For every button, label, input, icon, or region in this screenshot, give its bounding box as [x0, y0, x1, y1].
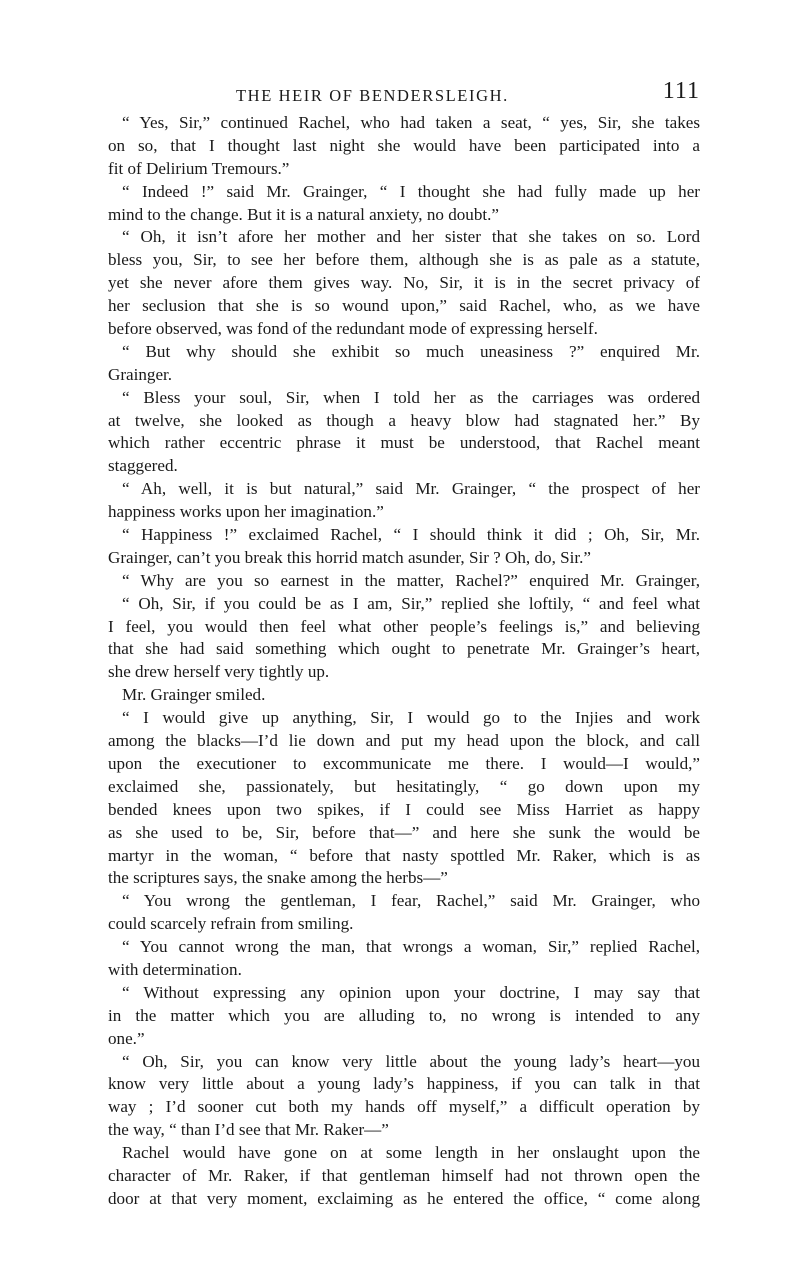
- page-number: 111: [662, 78, 700, 104]
- text-line: door at that very moment, exclaiming as he entered the office, “ come along: [108, 1188, 700, 1208]
- text-line: Rachel would have gone on at some length in her onslaught upon the: [122, 1143, 700, 1163]
- text-line: Grainger.: [108, 364, 173, 384]
- text-line: “ But why should she exhibit so much uneasiness ?” enquired Mr.: [122, 341, 700, 361]
- book-page: [108, 78, 700, 1211]
- running-head: [108, 78, 700, 112]
- text-line: exclaimed she, passionately, but hesitatingly, “ go down upon my: [108, 776, 700, 796]
- text-line: mind to the change. But it is a natural anxiety, no doubt.”: [108, 204, 500, 224]
- text-line: with determination.: [108, 959, 242, 979]
- text-line: way ; I’d sooner cut both my hands off myself,” a difficult operation by: [108, 1097, 700, 1117]
- text-line: one.”: [108, 1028, 145, 1048]
- text-line: the scriptures says, the snake among the herbs—”: [108, 868, 448, 888]
- text-line: as she used to be, Sir, before that—” and here she sunk the would be: [108, 822, 700, 842]
- text-line: fit of Delirium Tremours.”: [108, 158, 290, 178]
- text-line: bless you, Sir, to see her before them, although she is as pale as a statute,: [108, 250, 700, 270]
- text-line: “ You wrong the gentleman, I fear, Rachel,” said Mr. Grainger, who: [122, 891, 700, 911]
- text-line: staggered.: [108, 456, 178, 476]
- text-line: “ Bless your soul, Sir, when I told her as the carriages was ordered: [122, 387, 700, 407]
- text-line: “ Happiness !” exclaimed Rachel, “ I should think it did ; Oh, Sir, Mr.: [122, 525, 700, 545]
- text-line: happiness works upon her imagination.”: [108, 502, 384, 522]
- body-text: [108, 112, 700, 1211]
- text-line: on so, that I thought last night she would have been participated into a: [108, 135, 700, 155]
- text-line: “ Oh, Sir, if you could be as I am, Sir,” replied she loftily, “ and feel what: [122, 593, 700, 613]
- text-line: “ Why are you so earnest in the matter, Rachel?” enquired Mr. Grainger,: [122, 570, 700, 590]
- text-line: “ Yes, Sir,” continued Rachel, who had taken a seat, “ yes, Sir, she takes: [122, 113, 700, 132]
- text-line: “ You cannot wrong the man, that wrongs a woman, Sir,” replied Rachel,: [122, 937, 700, 957]
- text-line: in the matter which you are alluding to, no wrong is intended to any: [108, 1005, 700, 1025]
- text-line: she drew herself very tightly up.: [108, 662, 330, 682]
- text-line: which rather eccentric phrase it must be understood, that Rachel meant: [108, 433, 700, 453]
- text-line: before observed, was fond of the redundant mode of expressing herself.: [108, 319, 598, 339]
- text-line: “ I would give up anything, Sir, I would go to the Injies and work: [122, 708, 700, 728]
- text-line: “ Without expressing any opinion upon your doctrine, I may say that: [122, 982, 700, 1002]
- text-line: the way, “ than I’d see that Mr. Raker—”: [108, 1120, 389, 1140]
- text-line: Grainger, can’t you break this horrid match asunder, Sir ? Oh, do, Sir.”: [108, 547, 591, 567]
- text-line: “ Ah, well, it is but natural,” said Mr. Grainger, “ the prospect of her: [122, 479, 700, 499]
- text-line: yet she never afore them gives way. No, Sir, it is in the secret privacy of: [108, 273, 700, 293]
- text-line: character of Mr. Raker, if that gentleman himself had not thrown open the: [108, 1165, 700, 1185]
- text-line: her seclusion that she is so wound upon,” said Rachel, who, as we have: [108, 296, 700, 316]
- text-line: could scarcely refrain from smiling.: [108, 914, 354, 934]
- text-line: that she had said something which ought to penetrate Mr. Grainger’s heart,: [108, 639, 700, 659]
- text-line: I feel, you would then feel what other people’s feelings is,” and believing: [108, 616, 700, 636]
- text-line: upon the executioner to excommunicate me there. I would—I would,”: [108, 753, 700, 773]
- running-title: THE HEIR OF BENDERSLEIGH.: [236, 86, 509, 105]
- text-line: among the blacks—I’d lie down and put my head upon the block, and call: [108, 731, 700, 751]
- text-line: bended knees upon two spikes, if I could see Miss Harriet as happy: [108, 799, 700, 819]
- text-line: “ Indeed !” said Mr. Grainger, “ I thought she had fully made up her: [122, 181, 700, 201]
- text-line: martyr in the woman, “ before that nasty spottled Mr. Raker, which is as: [108, 845, 700, 865]
- text-line: Mr. Grainger smiled.: [122, 685, 266, 705]
- text-line: at twelve, she looked as though a heavy blow had stagnated her.” By: [108, 410, 700, 430]
- text-line: “ Oh, it isn’t afore her mother and her sister that she takes on so. Lord: [122, 227, 700, 247]
- text-line: know very little about a young lady’s happiness, if you can talk in that: [108, 1074, 700, 1094]
- text-line: “ Oh, Sir, you can know very little about the young lady’s heart—you: [122, 1051, 700, 1071]
